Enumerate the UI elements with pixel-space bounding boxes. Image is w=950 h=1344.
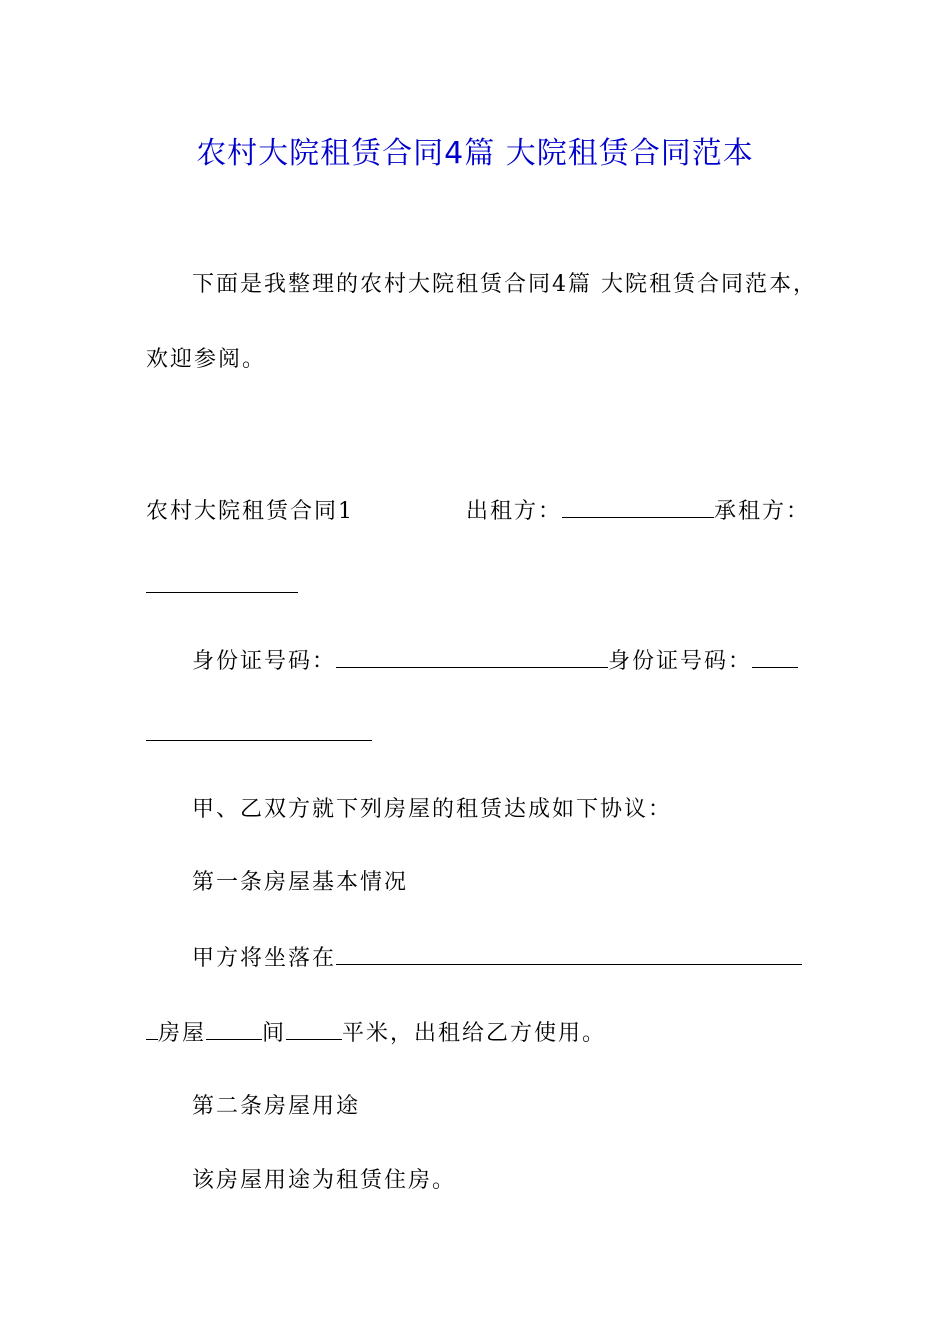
- address-blank[interactable]: [336, 942, 802, 965]
- article-2-title: 第二条房屋用途: [192, 1094, 361, 1119]
- house-label: 房屋: [158, 1021, 207, 1046]
- contract-parties-line: [146, 495, 836, 527]
- id-number-line: [192, 645, 822, 677]
- area-label: 平米，出租给乙方使用。: [342, 1021, 607, 1046]
- rooms-label: 间: [262, 1021, 287, 1046]
- intro-paragraph-line-2: 欢迎参阅。: [146, 347, 267, 372]
- lessee-id-label: 身份证号码：: [608, 649, 753, 674]
- article-1-text: 甲方将坐落在: [192, 946, 337, 971]
- agreement-paragraph: 甲、乙双方就下列房屋的租赁达成如下协议：: [192, 797, 673, 822]
- article-1-location-line: [192, 942, 822, 974]
- lessee-blank[interactable]: [146, 570, 298, 593]
- lessor-id-blank[interactable]: [336, 645, 608, 668]
- lessor-blank[interactable]: [562, 495, 714, 518]
- id-number-continuation-line: [146, 718, 826, 750]
- rooms-blank[interactable]: [206, 1017, 262, 1040]
- address-blank-end[interactable]: [146, 1017, 158, 1040]
- area-blank[interactable]: [286, 1017, 342, 1040]
- contract-heading: 农村大院租赁合同1: [146, 499, 354, 524]
- article-1-details-line: [146, 1017, 826, 1049]
- lessee-label: 承租方：: [714, 499, 811, 524]
- lessor-label: 出租方：: [466, 499, 563, 524]
- lessee-blank-line: [146, 570, 826, 602]
- document-title: 农村大院租赁合同4篇 大院租赁合同范本: [196, 136, 754, 171]
- article-1-title: 第一条房屋基本情况: [192, 870, 409, 895]
- lessor-id-label: 身份证号码：: [192, 649, 337, 674]
- lessee-id-blank-end[interactable]: [146, 718, 372, 741]
- article-2-paragraph: 该房屋用途为租赁住房。: [192, 1168, 457, 1193]
- intro-paragraph-line-1: 下面是我整理的农村大院租赁合同4篇 大院租赁合同范本，: [192, 272, 817, 297]
- lessee-id-blank-start[interactable]: [752, 645, 798, 668]
